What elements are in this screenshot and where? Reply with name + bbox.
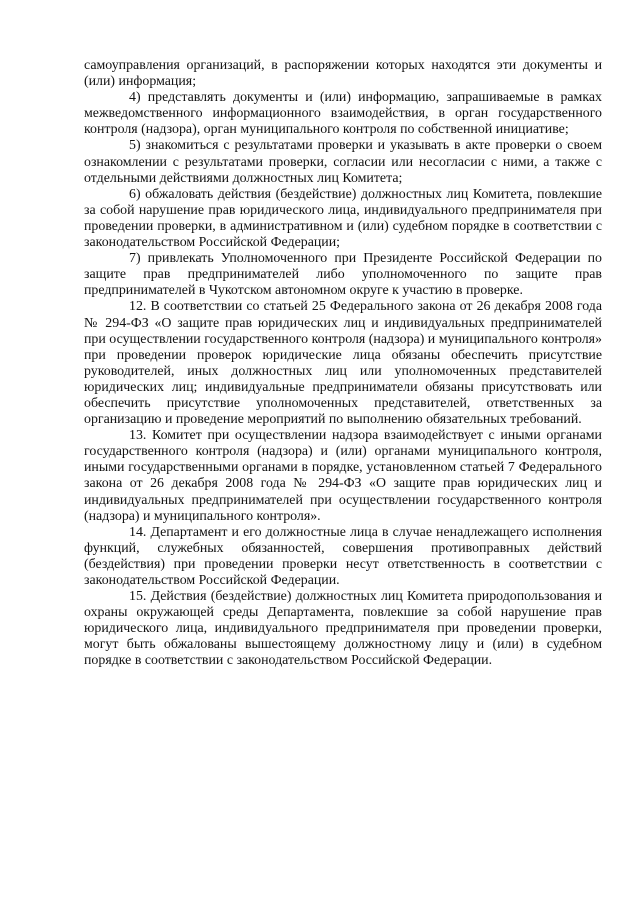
paragraph-continued: самоуправления организаций, в распоряжении которых находятся эти документы и (или) информация; xyxy=(84,58,602,90)
paragraph-item-4: 4) представлять документы и (или) информацию, запрашиваемые в рамках межведомственного информационного взаимодействия, в орган государственного контроля (надзора), орган муниципального контроля по собственной инициативе; xyxy=(84,90,602,138)
paragraph-section-12: 12. В соответствии со статьей 25 Федерального закона от 26 декабря 2008 года № 294-ФЗ «О защите прав юридических лиц и индивидуальных предпринимателей при осуществлении государственного контроля (надзора) и муниципального контроля» при проведении проверок юридические лица обязаны обеспечить присутствие руководителей, иных должностных лиц или уполномоченных представителей юридических лиц; индивидуальные предприниматели обязаны присутствовать или обеспечить присутствие уполномоченных представителей, ответственных за организацию и проведение мероприятий по выполнению обязательных требований. xyxy=(84,299,602,428)
paragraph-section-15: 15. Действия (бездействие) должностных лиц Комитета природопользования и охраны окружающей среды Департамента, повлекшие за собой нарушение прав юридического лица, индивидуального предпринимателя при проведении проверки, могут быть обжалованы вышестоящему должностному лицу и (или) в судебном порядке в соответствии с законодательством Российской Федерации. xyxy=(84,589,602,669)
paragraph-item-6: 6) обжаловать действия (бездействие) должностных лиц Комитета, повлекшие за собой нарушение прав юридического лица, индивидуального предпринимателя при проведении проверки, в административном и (или) судебном порядке в соответствии с законодательством Российской Федерации; xyxy=(84,186,602,251)
paragraph-section-13: 13. Комитет при осуществлении надзора взаимодействует с иными органами государственного контроля (надзора) и (или) органами муниципального контроля, иными государственными органами в порядке, установленном статьей 7 Федерального закона от 26 декабря 2008 года № 294-ФЗ «О защите прав юридических лиц и индивидуальных предпринимателей при осуществлении государственного контроля (надзора) и муниципального контроля». xyxy=(84,428,602,524)
paragraph-item-5: 5) знакомиться с результатами проверки и указывать в акте проверки о своем ознакомлении с результатами проверки, согласии или несогласии с ними, а также с отдельными действиями должностных лиц Комитета; xyxy=(84,138,602,186)
document-page xyxy=(84,58,602,670)
paragraph-section-14: 14. Департамент и его должностные лица в случае ненадлежащего исполнения функций, служебных обязанностей, совершения противоправных действий (бездействия) при проведении проверки несут ответственность в соответствии с законодательством Российской Федерации. xyxy=(84,524,602,588)
paragraph-item-7: 7) привлекать Уполномоченного при Президенте Российской Федерации по защите прав предпринимателей либо уполномоченного по защите прав предпринимателей в Чукотском автономном округе к участию в проверке. xyxy=(84,251,602,299)
